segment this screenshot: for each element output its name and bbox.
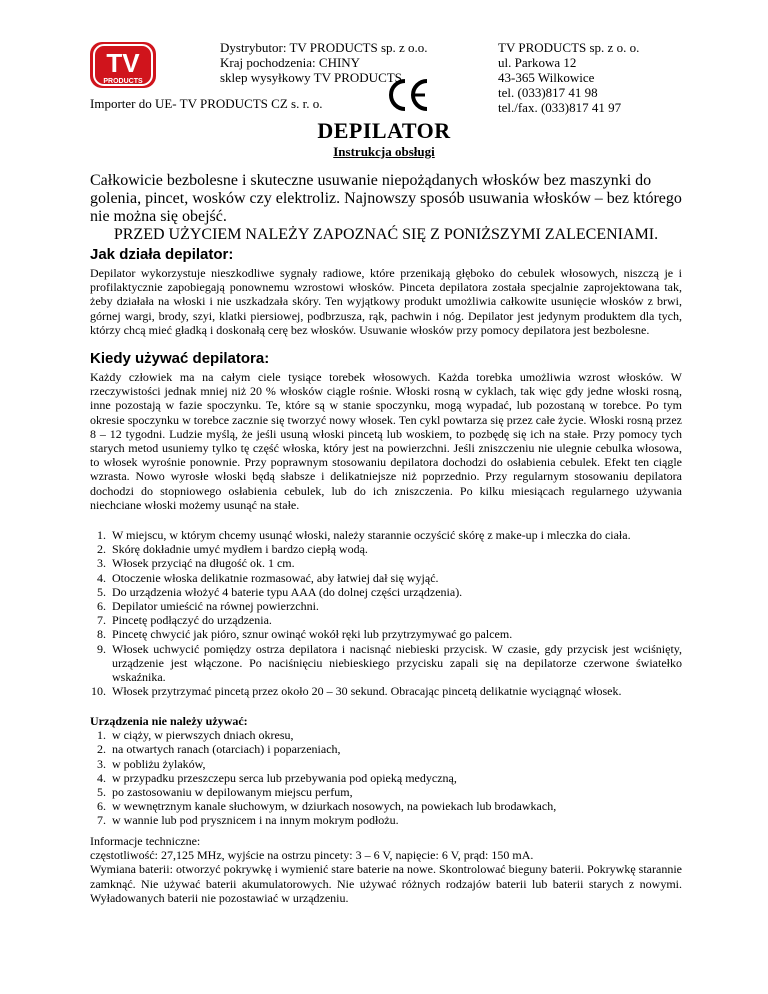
list-item	[90, 684, 682, 698]
list-item-number: 5.	[97, 584, 106, 599]
list-item-text: Włosek uchwycić pomiędzy ostrza depilatora i nacisnąć niebieski przycisk. W czasie, gdy przycisk jest wciśnięty, urządzenie jest włączone. Po naciśnięciu niebieskiego przycisku zapali się na depilatorze czerwone światełko wskaźnika.	[112, 641, 682, 685]
technical-heading: Informacje techniczne:	[90, 834, 201, 848]
list-item-number: 2.	[97, 742, 106, 757]
list-item	[90, 585, 682, 599]
list-item-number: 9.	[97, 641, 106, 656]
list-item-text: w wannie lub pod prysznicem i na innym mokrym podłożu.	[112, 813, 399, 828]
list-item-text: po zastosowaniu w depilowanym miejscu perfum,	[112, 785, 353, 800]
section-text: Każdy człowiek ma na całym ciele tysiące torebek włosowych. Każda torebka umożliwia wzrost włosków. W rzeczywistości jednak mniej niż 20 % włosków ciągle rośnie. Włoski rosną w cyklach, tak więc gdy jedne włoski rosną, inne pozostają w fazie spoczynku. Te, które są w stanie spoczynku, mogą wypadać, lub pozostaną w torebce. Po tym okresie spoczynku w torebce zacznie się tworzyć nowy włosek. Ten cykl powtarza się przez całe życie. Włoski rosną przez 8 – 12 tygodni. Ludzie myślą, że jeśli usuną włoski pincetą lub woskiem, to pozbędę się ich na stałe. Przy pomocy tych starych metod usuniemy tylko tę część włoska, który jest na powierzchni. Jeśli zniszczeniu nie ulegnie cebulka włosowa, to włosek wyrośnie ponownie. Przy poprawnym stosowaniu depilatora dochodzi do osłabienia cebulek. Efekt ten ciągle wzrasta. Nowo wyrosłe włoski będą słabsze i delikatniejsze niż poprzednio. Przy regularnym stosowaniu depilatora dochodzi do stopniowego osłabienia cebulek, lub do ich zniszczenia. Po kilku miesiącach regularnego używania niechciane włoski możemy usunąć na stałe.	[90, 370, 682, 512]
list-item-number: 6.	[97, 599, 106, 614]
logo-text: TV	[106, 48, 140, 78]
section-heading: Kiedy używać depilatora:	[90, 350, 270, 367]
list-item	[90, 627, 682, 641]
page-subtitle: Instrukcja obsługi	[333, 144, 435, 159]
list-item-number: 2.	[97, 542, 106, 557]
list-item	[90, 642, 682, 685]
list-item-text: Skórę dokładnie umyć mydłem i bardzo ciepłą wodą.	[112, 542, 368, 557]
list-item-number: 8.	[97, 627, 106, 642]
contraindications	[90, 714, 682, 828]
list-item-text: na otwartych ranach (otarciach) i poparzeniach,	[112, 742, 341, 757]
list-item-number: 5.	[97, 785, 106, 800]
list-item	[90, 742, 682, 756]
list-item-text: W miejscu, w którym chcemy usunąć włoski, należy starannie oczyścić skórę z make-up i mleczka do ciała.	[112, 528, 631, 542]
page-title: DEPILATOR	[317, 118, 451, 143]
list-item-text: w ciąży, w pierwszych dniach okresu,	[112, 728, 294, 743]
list-item-number: 6.	[97, 799, 106, 814]
list-item	[90, 613, 682, 627]
list-item-number: 4.	[97, 770, 106, 785]
section-text: Depilator wykorzystuje nieszkodliwe sygnały radiowe, które przenikają głęboko do cebulek włosowych, niszczą je i profilaktycznie zapobiegają ponownemu wzrostowi włosków. Pinceta depilatora została specjalnie zaprojektowana tak, żeby działała na włoski i nie uszkadzała skóry. Ten wyjątkowy produkt umożliwia całkowite usunięcie włosków z brwi, górnej wargi, brody, szyi, klatki piersiowej, podbrzusza, rąk, pachwin i nóg. Depilator jest jedynym produktem dla tych, którzy chcą mieć gładką i doskonałą cerę bez włosków. Usuwanie włosków przy pomocy depilatora jest bezbolesne.	[90, 266, 682, 337]
distributor-line: Dystrybutor: TV PRODUCTS sp. z o.o.	[220, 40, 428, 55]
list-item	[90, 599, 682, 613]
list-item-number: 3.	[97, 556, 106, 571]
contraindications-heading: Urządzenia nie należy używać:	[90, 714, 248, 728]
shop-line: sklep wysyłkowy TV PRODUCTS	[220, 70, 402, 85]
list-item-number: 1.	[97, 728, 106, 743]
list-item-text: Pincetę podłączyć do urządzenia.	[112, 613, 272, 628]
list-item-text: Depilator umieścić na równej powierzchni.	[112, 599, 319, 614]
intro-text: Całkowicie bezbolesne i skuteczne usuwanie niepożądanych włosków bez maszynki do golenia, pincet, wosków czy elektroliz. Najnowszy sposób usuwania włosków – bez którego nie można się obejść.	[90, 172, 682, 225]
list-item-text: Włosek przyciąć na długość ok. 1 cm.	[112, 556, 295, 571]
tv-products-logo	[88, 40, 158, 90]
list-item-text: Włosek przytrzymać pincetą przez około 20 – 30 sekund. Obracając pincetą delikatnie wyciągnąć włosek.	[112, 684, 622, 699]
instructions-list	[90, 528, 682, 698]
battery-instructions: Wymiana baterii: otworzyć pokrywkę i wymienić stare baterie na nowe. Skontrolować bieguny baterii. Pokrywkę starannie zamknąć. Nie używać baterii akumulatorowych. Nie używać różnych rodzajów baterii lub baterii starych z nowymi. Wyładowanych baterii nie pozostawiać w urządzeniu.	[90, 862, 682, 905]
section-when-to-use	[90, 350, 682, 512]
intro	[90, 172, 682, 244]
address-line: ul. Parkowa 12	[498, 55, 577, 70]
list-item-text: w pobliżu żylaków,	[112, 756, 206, 771]
company-address	[498, 40, 639, 115]
list-item-number: 7.	[97, 813, 106, 828]
list-item	[90, 771, 682, 785]
list-item	[90, 757, 682, 771]
address-line: 43-365 Wilkowice	[498, 70, 595, 85]
logo-subtext: PRODUCTS	[103, 78, 143, 85]
list-item-number: 4.	[97, 570, 106, 585]
section-how-it-works	[90, 246, 682, 337]
list-item	[90, 785, 682, 799]
list-item-number: 7.	[97, 613, 106, 628]
importer-line: Importer do UE- TV PRODUCTS CZ s. r. o.	[90, 96, 323, 111]
address-line: tel. (033)817 41 98	[498, 85, 598, 100]
list-item-text: Do urządzenia włożyć 4 baterie typu AAA (do dolnej części urządzenia).	[112, 584, 463, 599]
list-item	[90, 556, 682, 570]
list-item-number: 10.	[91, 684, 106, 699]
list-item	[90, 728, 682, 742]
address-line: TV PRODUCTS sp. z o. o.	[498, 40, 640, 55]
list-item	[90, 571, 682, 585]
ce-mark-icon	[385, 78, 431, 117]
list-item	[90, 799, 682, 813]
list-item-number: 3.	[97, 756, 106, 771]
list-item	[90, 528, 682, 542]
list-item	[90, 813, 682, 827]
technical-specs: częstotliwość: 27,125 MHz, wyjście na ostrzu pincety: 3 – 6 V, napięcie: 6 V, prąd: 150 mA.	[90, 848, 534, 863]
tv-products-logo-icon	[88, 40, 158, 90]
list-item-number: 1.	[97, 528, 106, 542]
list-item-text: Otoczenie włoska delikatnie rozmasować, aby łatwiej dał się wyjąć.	[112, 570, 439, 585]
list-item	[90, 542, 682, 556]
list-item-text: Pincetę chwycić jak pióro, sznur owinąć wokół ręki lub przytrzymywać go palcem.	[112, 627, 513, 642]
list-item-text: w wewnętrznym kanale słuchowym, w dziurkach nosowych, na powiekach lub brodawkach,	[112, 799, 557, 814]
address-line: tel./fax. (033)817 41 97	[498, 100, 622, 115]
technical-info	[90, 834, 682, 905]
origin-line: Kraj pochodzenia: CHINY	[220, 55, 361, 70]
intro-warning: PRZED UŻYCIEM NALEŻY ZAPOZNAĆ SIĘ Z PONIŻSZYMI ZALECENIAMI.	[113, 226, 659, 243]
section-heading: Jak działa depilator:	[90, 246, 234, 263]
list-item-text: w przypadku przeszczepu serca lub przebywania pod opieką medyczną,	[112, 770, 457, 785]
